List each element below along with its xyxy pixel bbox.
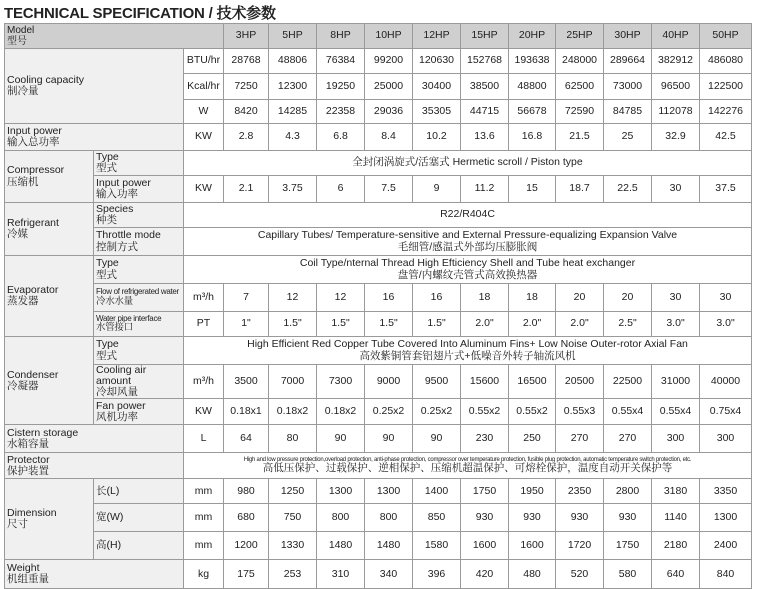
value-cell: 9500 bbox=[413, 365, 461, 399]
dimension-w-label: 宽(W) bbox=[94, 504, 184, 532]
value-cell: 1720 bbox=[556, 532, 604, 560]
value-cell: 0.18x2 bbox=[269, 399, 317, 425]
value-cell: 3500 bbox=[224, 365, 269, 399]
value-cell: 300 bbox=[700, 425, 752, 453]
value-cell: 248000 bbox=[556, 49, 604, 74]
value-cell: 80 bbox=[269, 425, 317, 453]
flow-label: Flow of refrigerated water 冷水水量 bbox=[94, 284, 184, 312]
unit-cell: mm bbox=[184, 504, 224, 532]
value-cell: 84785 bbox=[604, 100, 652, 124]
value-cell: 15 bbox=[509, 176, 556, 203]
value-cell: 0.55x4 bbox=[604, 399, 652, 425]
value-cell: 0.75x4 bbox=[700, 399, 752, 425]
value-cell: 8.4 bbox=[365, 124, 413, 151]
value-cell: 2.8 bbox=[224, 124, 269, 151]
unit-cell: KW bbox=[184, 124, 224, 151]
value-cell: 40000 bbox=[700, 365, 752, 399]
value-cell: 640 bbox=[652, 560, 700, 589]
table-row bbox=[5, 124, 752, 151]
value-cell: 340 bbox=[365, 560, 413, 589]
value-cell: 1.5" bbox=[365, 312, 413, 337]
value-cell: 72590 bbox=[556, 100, 604, 124]
value-cell: 13.6 bbox=[461, 124, 509, 151]
value-cell: 580 bbox=[604, 560, 652, 589]
value-cell: 12300 bbox=[269, 74, 317, 100]
value-cell: 11.2 bbox=[461, 176, 509, 203]
value-cell: 420 bbox=[461, 560, 509, 589]
species-value: R22/R404C bbox=[184, 203, 752, 228]
value-cell: 0.18x1 bbox=[224, 399, 269, 425]
evaporator-type-value: Coil Type/nternal Thread High Efticiency Shell and Tube heat exchanger 盘管/内螺纹壳管式高效换热器 bbox=[184, 256, 752, 284]
value-cell: 142276 bbox=[700, 100, 752, 124]
condenser-label: Condenser 冷凝器 bbox=[5, 337, 94, 425]
value-cell: 2400 bbox=[700, 532, 752, 560]
value-cell: 850 bbox=[413, 504, 461, 532]
value-cell: 0.55x4 bbox=[652, 399, 700, 425]
table-row bbox=[5, 49, 752, 74]
value-cell: 18.7 bbox=[556, 176, 604, 203]
value-cell: 0.55x2 bbox=[509, 399, 556, 425]
value-cell: 20 bbox=[556, 284, 604, 312]
value-cell: 1580 bbox=[413, 532, 461, 560]
value-cell: 800 bbox=[365, 504, 413, 532]
value-cell: 4.3 bbox=[269, 124, 317, 151]
value-cell: 3.0" bbox=[700, 312, 752, 337]
condenser-type-label: Type 型式 bbox=[94, 337, 184, 365]
input-power-label: Input power 输入总功率 bbox=[5, 124, 184, 151]
value-cell: 38500 bbox=[461, 74, 509, 100]
value-cell: 73000 bbox=[604, 74, 652, 100]
value-cell: 1400 bbox=[413, 479, 461, 504]
value-cell: 1480 bbox=[365, 532, 413, 560]
value-cell: 930 bbox=[509, 504, 556, 532]
refrigerant-label: Refrigerant 冷媒 bbox=[5, 203, 94, 256]
value-cell: 7000 bbox=[269, 365, 317, 399]
value-cell: 1" bbox=[224, 312, 269, 337]
pipe-label: Water pipe interface 水管接口 bbox=[94, 312, 184, 337]
model-cell: 5HP bbox=[269, 24, 317, 49]
model-cell: 20HP bbox=[509, 24, 556, 49]
value-cell: 3.75 bbox=[269, 176, 317, 203]
value-cell: 1300 bbox=[700, 504, 752, 532]
value-cell: 2.0" bbox=[509, 312, 556, 337]
value-cell: 1750 bbox=[604, 532, 652, 560]
value-cell: 16500 bbox=[509, 365, 556, 399]
value-cell: 30 bbox=[652, 176, 700, 203]
value-cell: 20500 bbox=[556, 365, 604, 399]
value-cell: 253 bbox=[269, 560, 317, 589]
value-cell: 396 bbox=[413, 560, 461, 589]
model-cell: 12HP bbox=[413, 24, 461, 49]
value-cell: 2350 bbox=[556, 479, 604, 504]
value-cell: 800 bbox=[317, 504, 365, 532]
value-cell: 32.9 bbox=[652, 124, 700, 151]
value-cell: 16 bbox=[413, 284, 461, 312]
value-cell: 2800 bbox=[604, 479, 652, 504]
value-cell: 193638 bbox=[509, 49, 556, 74]
value-cell: 0.25x2 bbox=[413, 399, 461, 425]
compressor-type-label: Type 型式 bbox=[94, 151, 184, 176]
value-cell: 300 bbox=[652, 425, 700, 453]
value-cell: 99200 bbox=[365, 49, 413, 74]
value-cell: 112078 bbox=[652, 100, 700, 124]
unit-cell: m³/h bbox=[184, 284, 224, 312]
dimension-label: Dimension 尺寸 bbox=[5, 479, 94, 560]
air-label: Cooling air amount 冷却风量 bbox=[94, 365, 184, 399]
value-cell: 20 bbox=[604, 284, 652, 312]
value-cell: 15600 bbox=[461, 365, 509, 399]
spec-table bbox=[4, 23, 752, 589]
value-cell: 1200 bbox=[224, 532, 269, 560]
model-label: Model 型号 bbox=[5, 24, 224, 49]
value-cell: 16 bbox=[365, 284, 413, 312]
unit-cell: PT bbox=[184, 312, 224, 337]
value-cell: 35305 bbox=[413, 100, 461, 124]
value-cell: 7250 bbox=[224, 74, 269, 100]
value-cell: 520 bbox=[556, 560, 604, 589]
value-cell: 0.25x2 bbox=[365, 399, 413, 425]
value-cell: 8420 bbox=[224, 100, 269, 124]
value-cell: 14285 bbox=[269, 100, 317, 124]
model-cell: 40HP bbox=[652, 24, 700, 49]
unit-cell: L bbox=[184, 425, 224, 453]
table-row bbox=[5, 256, 752, 284]
value-cell: 30 bbox=[652, 284, 700, 312]
value-cell: 31000 bbox=[652, 365, 700, 399]
value-cell: 3.0" bbox=[652, 312, 700, 337]
table-row bbox=[5, 203, 752, 228]
value-cell: 25000 bbox=[365, 74, 413, 100]
table-row bbox=[5, 312, 752, 337]
value-cell: 6.8 bbox=[317, 124, 365, 151]
unit-cell: Kcal/hr bbox=[184, 74, 224, 100]
value-cell: 7.5 bbox=[365, 176, 413, 203]
value-cell: 25 bbox=[604, 124, 652, 151]
table-row bbox=[5, 479, 752, 504]
value-cell: 270 bbox=[556, 425, 604, 453]
value-cell: 930 bbox=[556, 504, 604, 532]
value-cell: 152768 bbox=[461, 49, 509, 74]
value-cell: 2.5" bbox=[604, 312, 652, 337]
value-cell: 680 bbox=[224, 504, 269, 532]
throttle-label: Throttle mode 控制方式 bbox=[94, 228, 184, 256]
value-cell: 76384 bbox=[317, 49, 365, 74]
unit-cell: m³/h bbox=[184, 365, 224, 399]
value-cell: 96500 bbox=[652, 74, 700, 100]
fan-label: Fan power 风机功率 bbox=[94, 399, 184, 425]
value-cell: 19250 bbox=[317, 74, 365, 100]
table-row bbox=[5, 365, 752, 399]
value-cell: 37.5 bbox=[700, 176, 752, 203]
dimension-l-label: 长(L) bbox=[94, 479, 184, 504]
value-cell: 6 bbox=[317, 176, 365, 203]
value-cell: 7 bbox=[224, 284, 269, 312]
value-cell: 270 bbox=[604, 425, 652, 453]
value-cell: 1480 bbox=[317, 532, 365, 560]
value-cell: 30400 bbox=[413, 74, 461, 100]
value-cell: 1.5" bbox=[317, 312, 365, 337]
value-cell: 18 bbox=[509, 284, 556, 312]
value-cell: 90 bbox=[365, 425, 413, 453]
value-cell: 1950 bbox=[509, 479, 556, 504]
table-row bbox=[5, 228, 752, 256]
value-cell: 16.8 bbox=[509, 124, 556, 151]
unit-cell: mm bbox=[184, 479, 224, 504]
value-cell: 90 bbox=[317, 425, 365, 453]
value-cell: 7300 bbox=[317, 365, 365, 399]
table-row bbox=[5, 453, 752, 479]
value-cell: 122500 bbox=[700, 74, 752, 100]
value-cell: 1750 bbox=[461, 479, 509, 504]
value-cell: 29036 bbox=[365, 100, 413, 124]
value-cell: 1300 bbox=[317, 479, 365, 504]
value-cell: 0.18x2 bbox=[317, 399, 365, 425]
cooling-label: Cooling capacity 制冷量 bbox=[5, 49, 184, 124]
page-title: TECHNICAL SPECIFICATION / 技术参数 bbox=[4, 5, 276, 22]
value-cell: 22500 bbox=[604, 365, 652, 399]
table-row bbox=[5, 284, 752, 312]
value-cell: 289664 bbox=[604, 49, 652, 74]
model-cell: 3HP bbox=[224, 24, 269, 49]
weight-label: Weight 机组重量 bbox=[5, 560, 184, 589]
value-cell: 42.5 bbox=[700, 124, 752, 151]
value-cell: 3180 bbox=[652, 479, 700, 504]
value-cell: 930 bbox=[604, 504, 652, 532]
table-row bbox=[5, 337, 752, 365]
table-row bbox=[5, 176, 752, 203]
value-cell: 3350 bbox=[700, 479, 752, 504]
species-label: Species 种类 bbox=[94, 203, 184, 228]
evaporator-type-label: Type 型式 bbox=[94, 256, 184, 284]
value-cell: 1600 bbox=[509, 532, 556, 560]
value-cell: 120630 bbox=[413, 49, 461, 74]
value-cell: 2180 bbox=[652, 532, 700, 560]
value-cell: 48800 bbox=[509, 74, 556, 100]
unit-cell: W bbox=[184, 100, 224, 124]
header-row bbox=[5, 24, 752, 49]
model-cell: 15HP bbox=[461, 24, 509, 49]
value-cell: 840 bbox=[700, 560, 752, 589]
value-cell: 486080 bbox=[700, 49, 752, 74]
value-cell: 22358 bbox=[317, 100, 365, 124]
value-cell: 30 bbox=[700, 284, 752, 312]
condenser-type-value: High Efficient Red Copper Tube Covered Into Aluminum Fins+ Low Noise Outer-rotor Axial Fan 高效紫铜管套铝翅片式+低噪音外转子轴流风机 bbox=[184, 337, 752, 365]
model-cell: 50HP bbox=[700, 24, 752, 49]
value-cell: 12 bbox=[317, 284, 365, 312]
value-cell: 44715 bbox=[461, 100, 509, 124]
value-cell: 230 bbox=[461, 425, 509, 453]
evaporator-label: Evaporator 蒸发器 bbox=[5, 256, 94, 337]
value-cell: 56678 bbox=[509, 100, 556, 124]
unit-cell: kg bbox=[184, 560, 224, 589]
value-cell: 90 bbox=[413, 425, 461, 453]
model-cell: 10HP bbox=[365, 24, 413, 49]
table-row bbox=[5, 399, 752, 425]
value-cell: 2.0" bbox=[556, 312, 604, 337]
compressor-label: Compressor 压缩机 bbox=[5, 151, 94, 203]
value-cell: 22.5 bbox=[604, 176, 652, 203]
value-cell: 10.2 bbox=[413, 124, 461, 151]
value-cell: 1600 bbox=[461, 532, 509, 560]
value-cell: 2.0" bbox=[461, 312, 509, 337]
cistern-label: Cistern storage 水箱容量 bbox=[5, 425, 184, 453]
value-cell: 480 bbox=[509, 560, 556, 589]
unit-cell: KW bbox=[184, 399, 224, 425]
protector-value: High and low pressure protection,overload protection, anti-phase protection, compressor over temperature protection, fusible plug protection, automatic temperature switch protection, etc. 高低压保护、过载保护、逆相保护、压缩机超温保护、可熔栓保护，温度自动开关保护等 bbox=[184, 453, 752, 479]
value-cell: 1300 bbox=[365, 479, 413, 504]
table-row bbox=[5, 504, 752, 532]
value-cell: 12 bbox=[269, 284, 317, 312]
value-cell: 980 bbox=[224, 479, 269, 504]
value-cell: 1.5" bbox=[413, 312, 461, 337]
compressor-type-value: 全封闭涡旋式/活塞式 Hermetic scroll / Piston type bbox=[184, 151, 752, 176]
value-cell: 750 bbox=[269, 504, 317, 532]
value-cell: 1.5" bbox=[269, 312, 317, 337]
value-cell: 310 bbox=[317, 560, 365, 589]
value-cell: 21.5 bbox=[556, 124, 604, 151]
value-cell: 9 bbox=[413, 176, 461, 203]
value-cell: 9000 bbox=[365, 365, 413, 399]
value-cell: 175 bbox=[224, 560, 269, 589]
model-cell: 25HP bbox=[556, 24, 604, 49]
value-cell: 28768 bbox=[224, 49, 269, 74]
table-row bbox=[5, 532, 752, 560]
table-row bbox=[5, 151, 752, 176]
table-row bbox=[5, 425, 752, 453]
value-cell: 0.55x3 bbox=[556, 399, 604, 425]
value-cell: 382912 bbox=[652, 49, 700, 74]
protector-label: Protector 保护装置 bbox=[5, 453, 184, 479]
value-cell: 18 bbox=[461, 284, 509, 312]
unit-cell: KW bbox=[184, 176, 224, 203]
value-cell: 2.1 bbox=[224, 176, 269, 203]
throttle-value: Capillary Tubes/ Temperature-sensitive and External Pressure-equalizing Expansion Valve 毛细管/感温式外部均压膨胀阀 bbox=[184, 228, 752, 256]
value-cell: 250 bbox=[509, 425, 556, 453]
value-cell: 1140 bbox=[652, 504, 700, 532]
value-cell: 48806 bbox=[269, 49, 317, 74]
model-cell: 8HP bbox=[317, 24, 365, 49]
unit-cell: mm bbox=[184, 532, 224, 560]
value-cell: 62500 bbox=[556, 74, 604, 100]
dimension-h-label: 高(H) bbox=[94, 532, 184, 560]
value-cell: 930 bbox=[461, 504, 509, 532]
value-cell: 0.55x2 bbox=[461, 399, 509, 425]
unit-cell: BTU/hr bbox=[184, 49, 224, 74]
value-cell: 64 bbox=[224, 425, 269, 453]
table-row bbox=[5, 560, 752, 589]
model-cell: 30HP bbox=[604, 24, 652, 49]
value-cell: 1250 bbox=[269, 479, 317, 504]
compressor-power-label: Input power 输入功率 bbox=[94, 176, 184, 203]
value-cell: 1330 bbox=[269, 532, 317, 560]
